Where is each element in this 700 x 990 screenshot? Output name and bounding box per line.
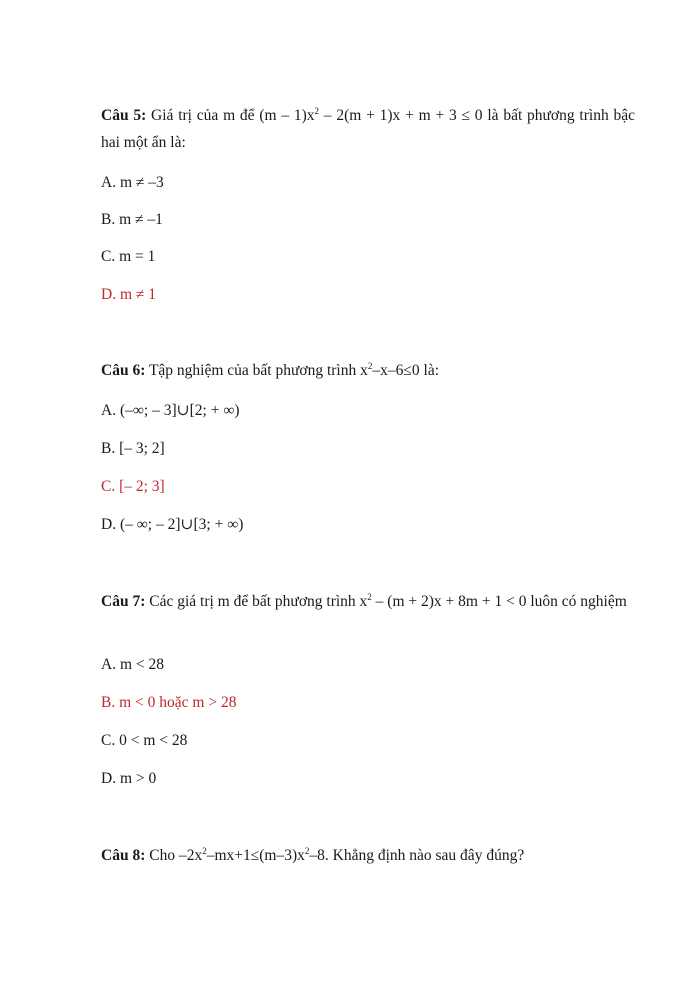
stem-text: Các giá trị m để bất phương trình x [145,593,368,610]
option-a: A. (–∞; – 3]∪[2; + ∞) [101,402,240,419]
stem-text: –mx+1≤(m–3)x [206,847,305,864]
stem-text: – 2(m + 1)x + m + 3 ≤ 0 là bất phương trình bậc hai một ẩn là: [101,107,635,151]
superscript: 2 [202,846,207,856]
question-label: Câu 5: [101,107,147,124]
option-c: C. 0 < m < 28 [101,732,188,749]
question-stem [101,842,635,869]
option-c: C. m = 1 [101,248,156,265]
option-d: D. m ≠ 1 [101,286,157,303]
stem-text: Giá trị của m để (m – 1)x [146,107,315,124]
question-label: Câu 7: [101,593,146,610]
superscript: 2 [304,846,310,856]
option-b: B. m < 0 hoặc m > 28 [101,694,237,711]
question-stem [101,357,635,384]
question-6 [101,357,635,533]
stem-text: –x–6≤0 là: [372,362,439,379]
option-d: D. (– ∞; – 2]∪[3; + ∞) [101,516,244,533]
superscript: 2 [314,106,320,116]
question-8 [101,842,635,869]
option-a: A. m ≠ –3 [101,174,164,191]
option-b: B. m ≠ –1 [101,211,163,228]
superscript: 2 [367,361,373,371]
question-5 [101,102,635,303]
question-stem [101,102,635,156]
stem-text: Tập nghiệm của bất phương trình x [145,362,368,379]
option-d: D. m > 0 [101,770,157,787]
question-7 [101,588,635,787]
option-a: A. m < 28 [101,656,164,673]
question-stem [101,588,635,615]
question-label: Câu 6: [101,362,146,379]
stem-text: – (m + 2)x + 8m + 1 < 0 luôn có nghiệm [371,593,627,610]
superscript: 2 [367,592,372,602]
stem-text: –8. Khẳng định nào sau đây đúng? [309,847,525,864]
option-c: C. [– 2; 3] [101,478,165,495]
stem-text: Cho –2x [145,847,203,864]
question-label: Câu 8: [101,847,146,864]
option-b: B. [– 3; 2] [101,440,165,457]
